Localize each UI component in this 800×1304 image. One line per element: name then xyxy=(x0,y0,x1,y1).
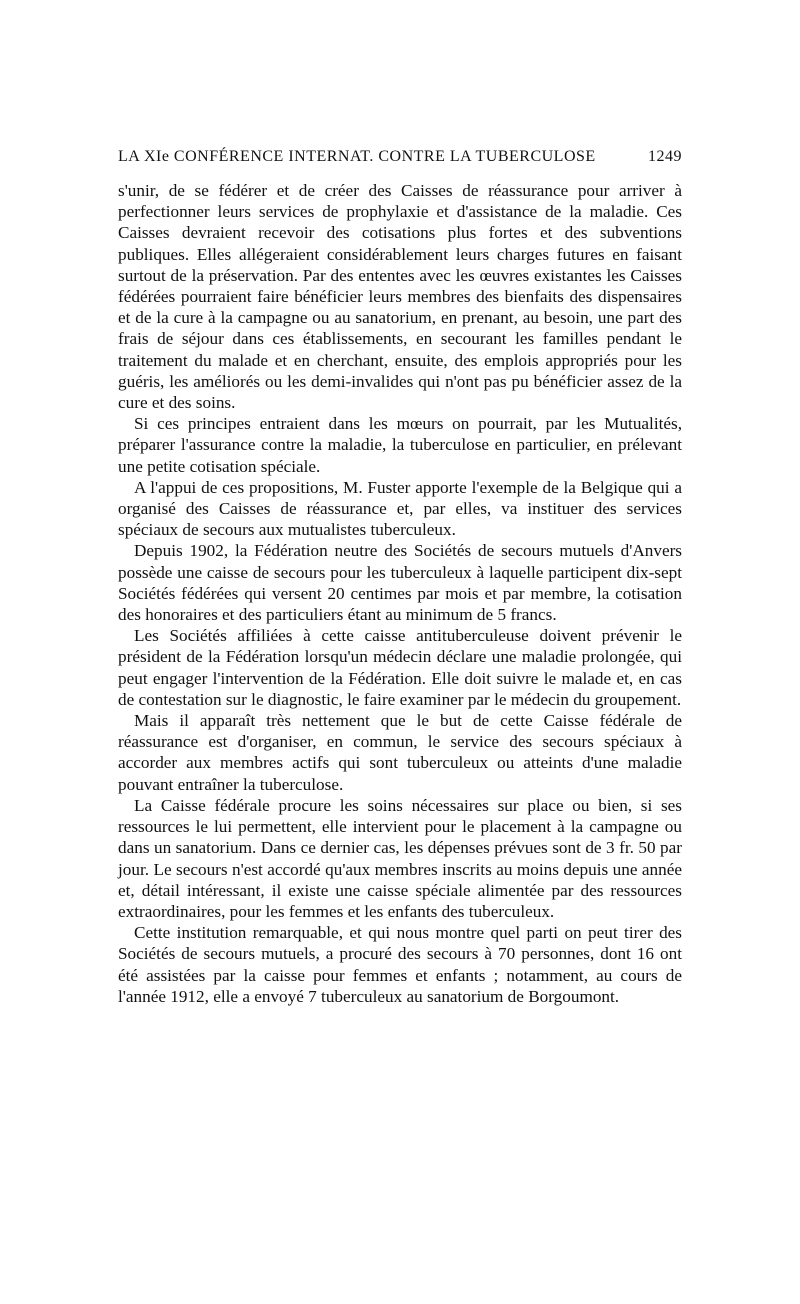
paragraph-fuster-belgique: A l'appui de ces propositions, M. Fuster apporte l'exemple de la Belgique qui a organisé des Caisses de réassurance et, par elles, va instituer des services spéciaux de secours aux mutualistes tuberculeux. xyxy=(118,477,682,540)
book-page xyxy=(118,148,682,1007)
running-head xyxy=(118,148,682,166)
paragraph-mutualites: Si ces principes entraient dans les mœurs on pourrait, par les Mutualités, préparer l'assurance contre la maladie, la tuberculose en particulier, en prélevant une petite cotisation spéciale. xyxy=(118,414,682,476)
paragraph-but-caisse: Mais il apparaît très nettement que le but de cette Caisse fédérale de réassurance est d'organiser, en commun, le service des secours spéciaux à accorder aux membres actifs qui sont tuberculeux ou atteints d'une maladie pouvant entraîner la tuberculose. xyxy=(118,711,682,794)
body-text xyxy=(118,180,682,1007)
paragraph-institution-remarquable: Cette institution remarquable, et qui nous montre quel parti on peut tirer des Sociétés de secours mutuels, a procuré des secours à 70 personnes, dont 16 ont été assistées par la caisse pour femmes et enfants ; notamment, au cours de l'année 1912, elle a envoyé 7 tuberculeux au sanatorium de Borgoumont. xyxy=(118,923,682,1006)
paragraph-caisse-federale: La Caisse fédérale procure les soins nécessaires sur place ou bien, si ses ressources le lui permettent, elle intervient pour le placement à la campagne ou dans un sanatorium. Dans ce dernier cas, les dépenses prévues sont de 3 fr. 50 par jour. Le secours n'est accordé qu'aux membres inscrits au moins depuis une année et, détail intéressant, il existe une caisse spéciale alimentée par des ressources extraordinaires, pour les femmes et les enfants des tuberculeux. xyxy=(118,795,682,921)
paragraph-societes-affiliees: Les Sociétés affiliées à cette caisse antituberculeuse doivent prévenir le président de la Fédération lorsqu'un médecin déclare une maladie prolongée, qui peut engager l'intervention de la Fédération. Elle doit suivre le malade et, en cas de contestation sur le diagnostic, le faire examiner par le médecin du groupement. xyxy=(118,626,682,709)
running-title: LA XIe CONFÉRENCE INTERNAT. CONTRE LA TUBERCULOSE xyxy=(118,148,596,165)
page-number: 1249 xyxy=(648,148,682,165)
paragraph-continuation: s'unir, de se fédérer et de créer des Caisses de réassurance pour arriver à perfectionner leurs services de prophylaxie et d'assistance de la maladie. Ces Caisses devraient recevoir des cotisations plus fortes et des subventions publiques. Elles allégeraient considérablement leurs charges futures en faisant surtout de la préservation. Par des ententes avec les œuvres existantes les Caisses fédérées pourraient faire bénéficier leurs membres des bienfaits des dispensaires et de la cure à la campagne ou au sanatorium, en prenant, au besoin, une part des frais de séjour dans ces établissements, en secourant les familles pendant le traitement du malade et en cherchant, ensuite, des emplois appropriés pour les guéris, les améliorés ou les demi-invalides qui n'ont pas pu bénéficier assez de la cure et des soins. xyxy=(118,181,682,413)
paragraph-anvers-1902: Depuis 1902, la Fédération neutre des Sociétés de secours mutuels d'Anvers possède une caisse de secours pour les tuberculeux à laquelle participent dix-sept Sociétés fédérées qui versent 20 centimes par mois et par membre, la cotisation des honoraires et des particuliers étant au minimum de 5 francs. xyxy=(118,541,682,625)
